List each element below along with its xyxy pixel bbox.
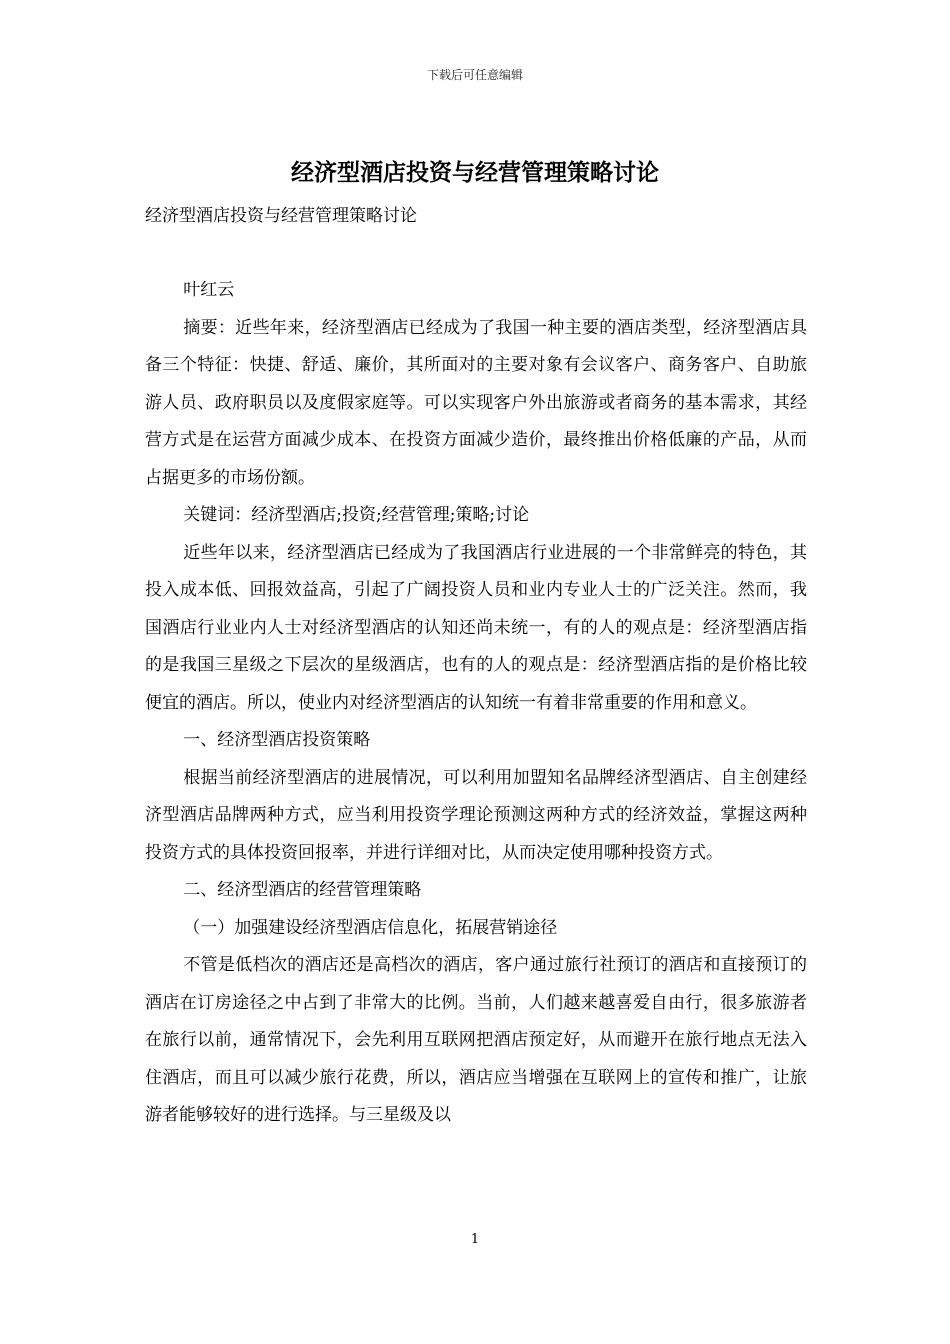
subsection-heading-informatization: （一）加强建设经济型酒店信息化，拓展营销途径 bbox=[183, 917, 558, 938]
section-heading-investment: 一、经济型酒店投资策略 bbox=[183, 730, 371, 750]
keywords-line: 关键词：经济型酒店;投资;经营管理;策略;讨论 bbox=[183, 505, 530, 525]
document-title: 经济型酒店投资与经营管理策略讨论 bbox=[291, 159, 659, 186]
document-subtitle: 经济型酒店投资与经营管理策略讨论 bbox=[145, 206, 417, 226]
document-body bbox=[145, 272, 807, 1135]
page-number: 1 bbox=[470, 1232, 480, 1247]
abstract-paragraph: 摘要：近些年来，经济型酒店已经成为了我国一种主要的酒店类型，经济型酒店具备三个特征：快捷、舒适、廉价，其所面对的主要对象有会议客户、商务客户、自助旅游人员、政府职员以及度假家庭等。可以实现客户外出旅游或者商务的基本需求，其经营方式是在运营方面减少成本、在投资方面减少造价，最终推出价格低廉的产品，从而占据更多的市场份额。 bbox=[145, 317, 807, 488]
author-line: 叶红云 bbox=[183, 280, 235, 300]
page-header-note: 下载后可任意编辑 bbox=[426, 68, 523, 82]
investment-paragraph: 根据当前经济型酒店的进展情况，可以利用加盟知名品牌经济型酒店、自主创建经济型酒店品牌两种方式，应当利用投资学理论预测这两种方式的经济效益，掌握这两种投资方式的具体投资回报率，并进行详细对比，从而决定使用哪种投资方式。 bbox=[145, 767, 807, 863]
informatization-paragraph: 不管是低档次的酒店还是高档次的酒店，客户通过旅行社预订的酒店和直接预订的酒店在订房途径之中占到了非常大的比例。当前，人们越来越喜爱自由行，很多旅游者在旅行以前，通常情况下，会先利用互联网把酒店预定好，从而避开在旅行地点无法入住酒店，而且可以减少旅行花费，所以，酒店应当增强在互联网上的宣传和推广，让旅游者能够较好的进行选择。与三星级及以 bbox=[145, 955, 807, 1125]
intro-paragraph: 近些年以来，经济型酒店已经成为了我国酒店行业进展的一个非常鲜亮的特色，其投入成本低、回报效益高，引起了广阔投资人员和业内专业人士的广泛关注。然而，我国酒店行业业内人士对经济型酒店的认知还尚未统一，有的人的观点是：经济型酒店指的是我国三星级之下层次的星级酒店，也有的人的观点是：经济型酒店指的是价格比较便宜的酒店。所以，使业内对经济型酒店的认知统一有着非常重要的作用和意义。 bbox=[145, 542, 807, 713]
section-heading-management: 二、经济型酒店的经营管理策略 bbox=[183, 880, 422, 900]
